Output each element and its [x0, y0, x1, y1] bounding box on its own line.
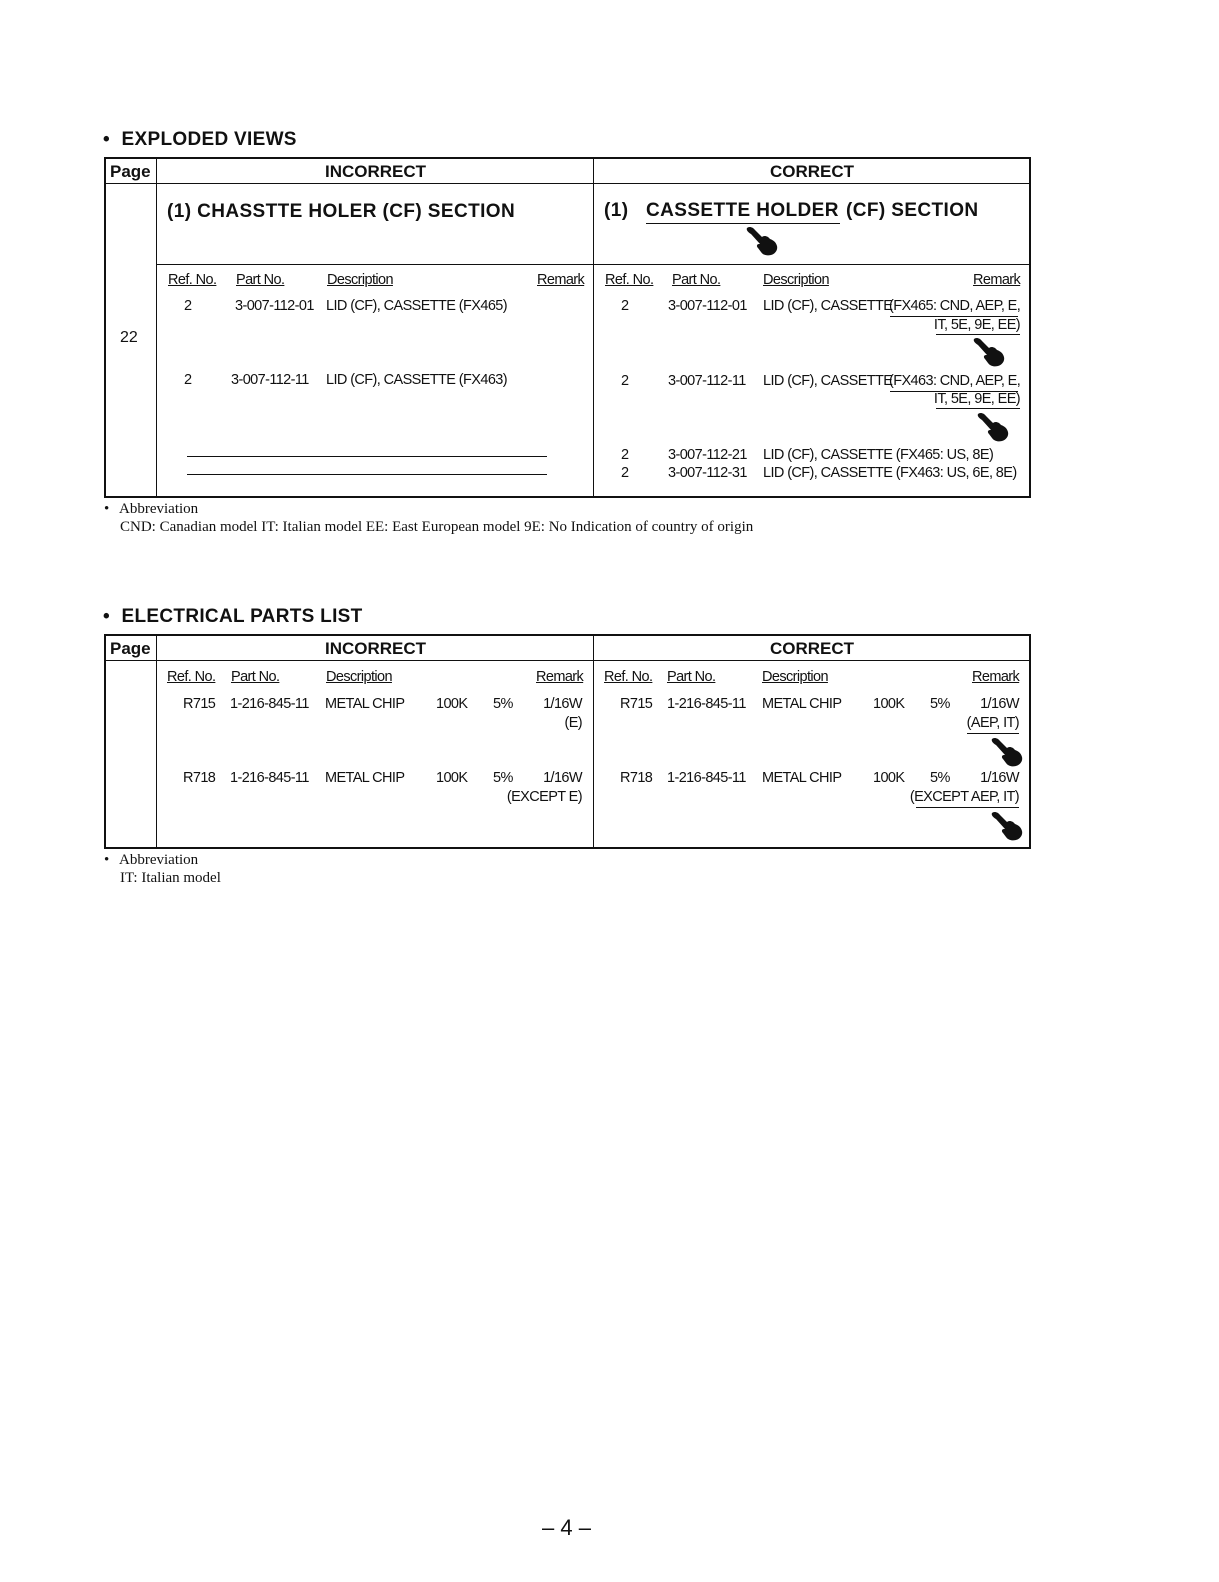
ref-no: 2 — [184, 298, 192, 314]
col-remark: Remark — [536, 669, 584, 685]
column-header-correct: CORRECT — [770, 162, 855, 181]
description: METAL CHIP — [325, 770, 405, 786]
col-remark: Remark — [973, 272, 1021, 288]
divider — [105, 660, 1030, 661]
electrical-parts-table — [104, 634, 1031, 849]
section-title-electrical-parts-list — [103, 606, 363, 628]
pointing-hand-icon — [972, 336, 1006, 368]
wattage: 1/16W — [543, 770, 582, 786]
remark-note: IT, 5E, 9E, EE) — [933, 391, 1020, 407]
description: METAL CHIP — [762, 696, 842, 712]
underline — [916, 807, 1019, 808]
remark-note: (FX465: CND, AEP, E, — [889, 298, 1021, 314]
remark-note: IT, 5E, 9E, EE) — [933, 317, 1020, 333]
col-description: Description — [327, 272, 393, 288]
page-footer-number: – 4 – — [542, 1515, 591, 1540]
remark-note: (FX463: CND, AEP, E, — [889, 373, 1021, 389]
description: METAL CHIP — [762, 770, 842, 786]
description: LID (CF), CASSETTE — [763, 298, 893, 314]
page-number-cell: 22 — [120, 329, 138, 346]
abbreviation-text: CND: Canadian model IT: Italian model EE: East European model 9E: No Indication of country of origin — [120, 519, 754, 535]
wattage: 1/16W — [980, 770, 1019, 786]
blank-entry-line — [187, 474, 547, 475]
description: LID (CF), CASSETTE (FX463) — [326, 372, 507, 388]
column-header-correct: CORRECT — [770, 639, 855, 658]
abbreviation-title — [104, 852, 198, 869]
col-part-no: Part No. — [231, 669, 280, 685]
description: METAL CHIP — [325, 696, 405, 712]
divider — [156, 158, 157, 497]
divider — [157, 264, 1030, 265]
part-no: 3-007-112-21 — [668, 447, 747, 463]
col-description: Description — [763, 272, 829, 288]
resistance-value: 100K — [436, 770, 468, 786]
tolerance: 5% — [493, 770, 513, 786]
ref-no: R715 — [183, 696, 216, 712]
remark-note: (EXCEPT E) — [506, 789, 582, 805]
blank-entry-line — [187, 456, 547, 457]
divider — [156, 635, 157, 848]
pointing-hand-icon — [990, 810, 1024, 842]
part-no: 3-007-112-31 — [668, 465, 747, 481]
part-no: 1-216-845-11 — [667, 696, 746, 712]
electrical-title-text: ELECTRICAL PARTS LIST — [121, 606, 363, 627]
pointing-hand-icon — [976, 411, 1010, 443]
correct-section-rest: (CF) SECTION — [846, 200, 979, 221]
column-header-incorrect: INCORRECT — [325, 162, 427, 181]
divider — [593, 635, 594, 848]
bullet: • — [104, 501, 110, 517]
correct-section-number: (1) — [604, 200, 629, 221]
abbreviation-title-text: Abbreviation — [119, 501, 199, 517]
part-no: 3-007-112-01 — [235, 298, 314, 314]
col-ref-no: Ref. No. — [604, 669, 653, 685]
col-ref-no: Ref. No. — [167, 669, 216, 685]
underline — [967, 733, 1019, 734]
col-remark: Remark — [537, 272, 585, 288]
divider — [593, 158, 594, 497]
description: LID (CF), CASSETTE — [763, 373, 893, 389]
tolerance: 5% — [930, 696, 950, 712]
abbreviation-text: IT: Italian model — [120, 870, 221, 886]
col-ref-no: Ref. No. — [605, 272, 654, 288]
resistance-value: 100K — [873, 770, 905, 786]
correct-section-title: CASSETTE HOLDER — [646, 200, 839, 221]
col-remark: Remark — [972, 669, 1020, 685]
column-header-incorrect: INCORRECT — [325, 639, 427, 658]
underline — [646, 223, 840, 224]
bullet: • — [104, 852, 110, 868]
col-ref-no: Ref. No. — [168, 272, 217, 288]
resistance-value: 100K — [436, 696, 468, 712]
ref-no: 2 — [621, 447, 629, 463]
exploded-title-text: EXPLODED VIEWS — [121, 129, 297, 150]
ref-no: R718 — [620, 770, 653, 786]
abbreviation-title-text: Abbreviation — [119, 852, 199, 868]
remark-note: (AEP, IT) — [966, 715, 1019, 731]
description: LID (CF), CASSETTE (FX463: US, 6E, 8E) — [763, 465, 1017, 481]
part-no: 1-216-845-11 — [230, 770, 309, 786]
part-no: 3-007-112-11 — [231, 372, 309, 388]
col-part-no: Part No. — [672, 272, 721, 288]
tolerance: 5% — [493, 696, 513, 712]
column-header-page: Page — [110, 162, 151, 181]
bullet: • — [103, 606, 110, 627]
ref-no: 2 — [184, 372, 192, 388]
description: LID (CF), CASSETTE (FX465) — [326, 298, 507, 314]
remark-note: (EXCEPT AEP, IT) — [909, 789, 1019, 805]
description: LID (CF), CASSETTE (FX465: US, 8E) — [763, 447, 994, 463]
part-no: 1-216-845-11 — [230, 696, 309, 712]
part-no: 3-007-112-11 — [668, 373, 746, 389]
section-title-exploded-views — [103, 129, 297, 151]
col-description: Description — [326, 669, 392, 685]
col-part-no: Part No. — [236, 272, 285, 288]
col-part-no: Part No. — [667, 669, 716, 685]
underline — [936, 408, 1020, 409]
ref-no: 2 — [621, 373, 629, 389]
bullet: • — [103, 129, 110, 150]
column-header-page: Page — [110, 639, 151, 658]
part-no: 3-007-112-01 — [668, 298, 747, 314]
divider — [105, 183, 1030, 184]
wattage: 1/16W — [543, 696, 582, 712]
underline — [936, 334, 1020, 335]
pointing-hand-icon — [745, 225, 779, 257]
wattage: 1/16W — [980, 696, 1019, 712]
col-description: Description — [762, 669, 828, 685]
abbreviation-title — [104, 501, 198, 518]
ref-no: R718 — [183, 770, 216, 786]
pointing-hand-icon — [990, 736, 1024, 768]
incorrect-section-title: (1) CHASSTTE HOLER (CF) SECTION — [167, 201, 516, 222]
ref-no: 2 — [621, 298, 629, 314]
tolerance: 5% — [930, 770, 950, 786]
part-no: 1-216-845-11 — [667, 770, 746, 786]
remark-note: (E) — [564, 715, 582, 731]
resistance-value: 100K — [873, 696, 905, 712]
ref-no: 2 — [621, 465, 629, 481]
ref-no: R715 — [620, 696, 653, 712]
